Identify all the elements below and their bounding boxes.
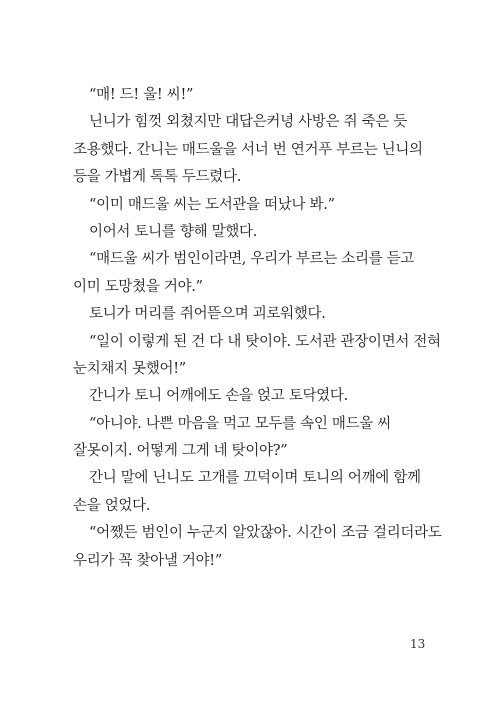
text-line-11: 눈치채지 못했어!” <box>73 360 186 377</box>
text-line-8: 이미 도망쳤을 거야.” <box>73 278 203 295</box>
text-line-3: 조용했다. 간니는 매드울을 서너 번 연거푸 부르는 닌니의 <box>73 141 423 158</box>
text-line-18: 우리가 꼭 찾아낼 거야!” <box>73 552 222 569</box>
text-line-16: 손을 얹었다. <box>73 497 151 514</box>
text-line-2: 닌니가 힘껏 외쳤지만 대답은커녕 사방은 쥐 죽은 듯 <box>89 114 408 131</box>
text-line-12: 간니가 토니 어깨에도 손을 얹고 토닥였다. <box>89 388 348 405</box>
text-line-9: 토니가 머리를 쥐어뜯으며 괴로워했다. <box>89 306 326 323</box>
text-line-14: 잘못이지. 어떻게 그게 네 탓이야?” <box>73 443 288 460</box>
text-line-1: “매! 드! 울! 씨!” <box>89 87 194 103</box>
text-line-4: 등을 가볍게 톡톡 두드렸다. <box>73 169 242 186</box>
text-line-10: “일이 이렇게 된 건 다 내 탓이야. 도서관 관장이면서 전혀 <box>89 333 441 350</box>
text-line-5: “이미 매드울 씨는 도서관을 떠났나 봐.” <box>89 196 335 213</box>
text-line-7: “매드울 씨가 범인이라면, 우리가 부르는 소리를 듣고 <box>89 251 415 268</box>
page-number: 13 <box>410 637 426 651</box>
text-line-17: “어쨌든 범인이 누군지 알았잖아. 시간이 조금 걸리더라도 <box>89 525 442 542</box>
text-line-13: “아니야. 나쁜 마음을 먹고 모두를 속인 매드울 씨 <box>89 415 392 432</box>
body-text <box>73 82 442 575</box>
text-line-15: 간니 말에 닌니도 고개를 끄덕이며 토니의 어깨에 함께 <box>89 470 421 487</box>
text-line-6: 이어서 토니를 향해 말했다. <box>89 223 258 240</box>
